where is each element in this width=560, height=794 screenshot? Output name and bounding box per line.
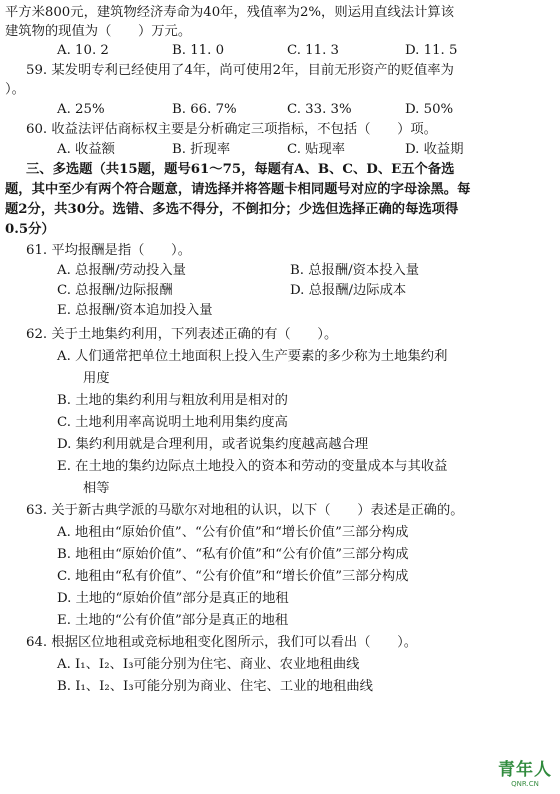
q61-text: 61. 平均报酬是指（ ）。 (26, 243, 191, 258)
q63-text: 63. 关于新古典学派的马歇尔对地租的认识，以下（ ）表述是正确的。 (26, 503, 464, 518)
section-instructions-line1: 题，其中至少有两个符合题意，请选择并将答题卡相同题号对应的字母涂黑。每 (5, 182, 471, 197)
q62-option-d: D. 集约利用就是合理利用，或者说集约度越高越合理 (57, 437, 369, 452)
watermark-text: 青年人 (498, 760, 552, 780)
q58-option-b: B. 11. 0 (172, 43, 225, 58)
section-instructions-line3: 0.5分） (5, 222, 55, 237)
q63-option-c: C. 地租由“私有价值”、“公有价值”和“增长价值”三部分构成 (57, 569, 409, 584)
q63-option-d: D. 土地的“原始价值”部分是真正的地租 (57, 591, 289, 606)
q61-options-row1 (57, 262, 527, 280)
q62-option-a-line2: 用度 (83, 371, 110, 386)
q58-text-line1: 平方米800元，建筑物经济寿命为40年，残值率为2%，则运用直线法计算该 (5, 5, 455, 20)
q59-options (57, 101, 527, 119)
q59-option-d: D. 50% (405, 102, 454, 117)
q59-option-c: C. 33. 3% (287, 102, 352, 117)
q60-option-b: B. 折现率 (172, 142, 231, 157)
q58-option-c: C. 11. 3 (287, 43, 339, 58)
q64-option-b: B. I₁、I₂、I₃可能分别为商业、住宅、工业的地租曲线 (57, 679, 373, 694)
q61-options-row3 (57, 302, 527, 320)
section-instructions-line2: 题2分，共30分。选错、多选不得分，不倒扣分；少选但选择正确的每选项得 (5, 202, 459, 217)
q61-option-e: E. 总报酬/资本追加投入量 (57, 303, 213, 318)
watermark-logo (498, 755, 552, 788)
q61-options-row2 (57, 282, 527, 300)
q59-text-line1: 59. 某发明专利已经使用了4年，尚可使用2年，目前无形资产的贬值率为 (26, 63, 454, 78)
q60-text: 60. 收益法评估商标权主要是分析确定三项指标，不包括（ ）项。 (26, 122, 437, 137)
q64-option-a: A. I₁、I₂、I₃可能分别为住宅、商业、农业地租曲线 (57, 657, 360, 672)
q64-text: 64. 根据区位地租或竞标地租变化图所示，我们可以看出（ ）。 (26, 635, 418, 650)
q61-option-b: B. 总报酬/资本投入量 (290, 263, 420, 278)
q61-option-a: A. 总报酬/劳动投入量 (57, 263, 186, 278)
q63-option-e: E. 土地的“公有价值”部分是真正的地租 (57, 613, 289, 628)
q59-option-b: B. 66. 7% (172, 102, 237, 117)
q58-option-a: A. 10. 2 (57, 43, 109, 58)
q62-option-b: B. 土地的集约利用与粗放利用是相对的 (57, 393, 288, 408)
q60-option-c: C. 贴现率 (287, 142, 346, 157)
q58-text-line2: 建筑物的现值为（ ）万元。 (5, 24, 192, 39)
q61-option-d: D. 总报酬/边际成本 (290, 283, 407, 298)
q60-option-d: D. 收益期 (405, 142, 464, 157)
q59-option-a: A. 25% (57, 102, 105, 117)
q59-text-line2: ）。 (5, 82, 25, 97)
q63-option-b: B. 地租由“原始价值”、“私有价值”和“公有价值”三部分构成 (57, 547, 409, 562)
q58-option-d: D. 11. 5 (405, 43, 458, 58)
q60-options (57, 141, 527, 159)
q61-option-c: C. 总报酬/边际报酬 (57, 283, 173, 298)
q60-option-a: A. 收益额 (57, 142, 115, 157)
q62-option-e-line2: 相等 (83, 481, 110, 496)
q58-options (57, 42, 527, 60)
section-heading-multi-choice: 三、多选题（共15题，题号61～75，每题有A、B、C、D、E五个备选 (26, 162, 455, 177)
q63-option-a: A. 地租由“原始价值”、“公有价值”和“增长价值”三部分构成 (57, 525, 409, 540)
q62-option-c: C. 土地利用率高说明土地利用集约度高 (57, 415, 288, 430)
q62-text: 62. 关于土地集约利用，下列表述正确的有（ ）。 (26, 327, 338, 342)
q62-option-e-line1: E. 在土地的集约边际点土地投入的资本和劳动的变量成本与其收益 (57, 459, 448, 474)
q62-option-a-line1: A. 人们通常把单位土地面积上投入生产要素的多少称为土地集约利 (57, 349, 448, 364)
watermark-domain: QNR.CN (511, 780, 539, 788)
